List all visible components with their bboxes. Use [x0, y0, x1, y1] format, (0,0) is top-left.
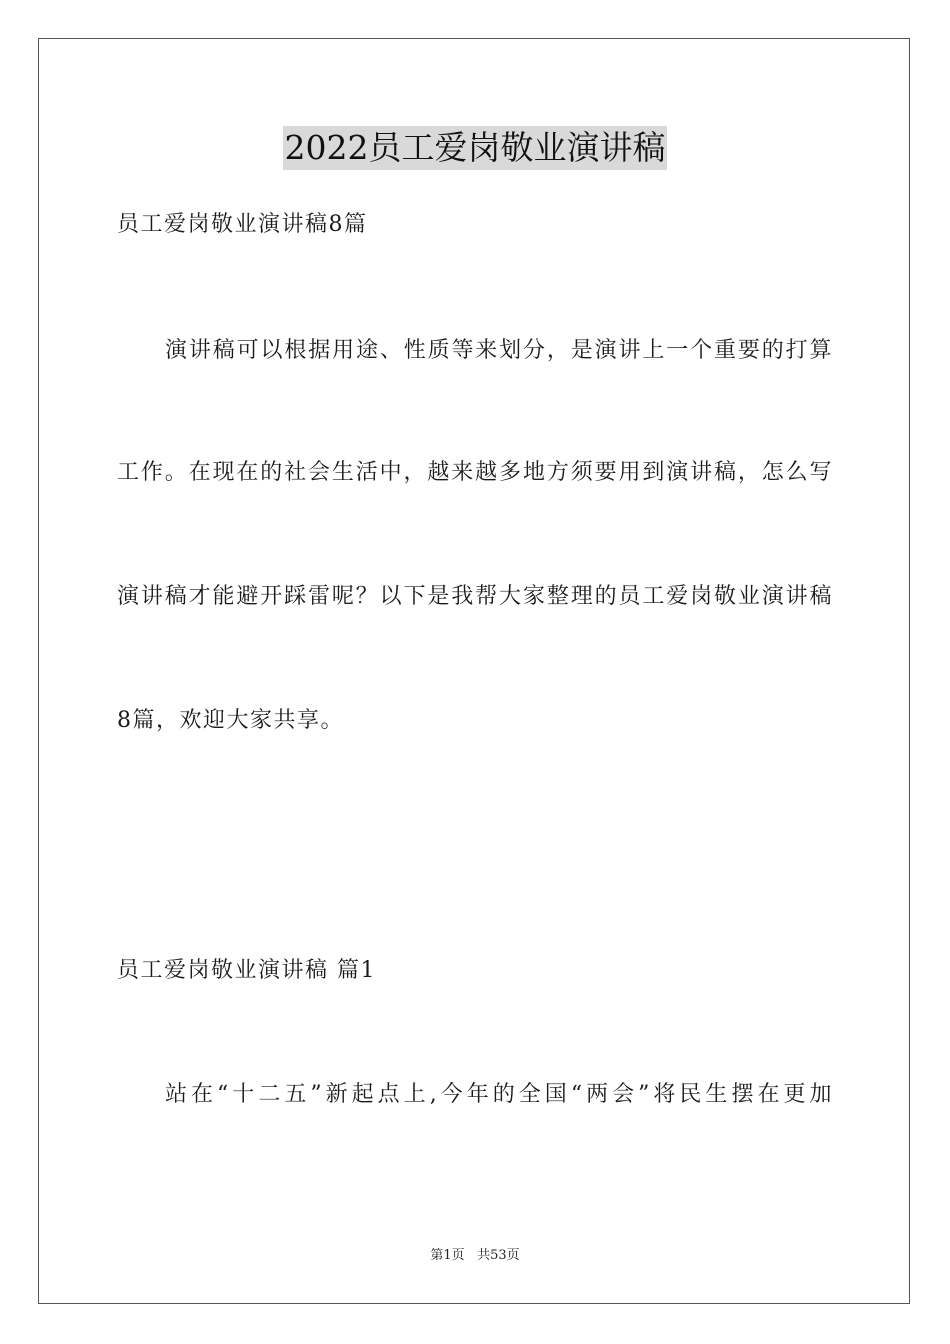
page-number: 第1页	[430, 1248, 465, 1263]
page-footer	[0, 1247, 950, 1265]
paragraph-line-2: 工作。在现在的社会生活中，越来越多地方须要用到演讲稿，怎么写	[117, 460, 833, 485]
paragraph-line-5: 站在“十二五”新起点上,今年的全国“两会”将民生摆在更加	[165, 1082, 833, 1107]
paragraph-line-4: 8篇，欢迎大家共享。	[117, 708, 344, 733]
document-title: 2022员工爱岗敬业演讲稿	[283, 126, 668, 170]
paragraph-line-3: 演讲稿才能避开踩雷呢？以下是我帮大家整理的员工爱岗敬业演讲稿	[117, 584, 833, 609]
section-heading: 员工爱岗敬业演讲稿 篇1	[117, 958, 376, 983]
subtitle-line: 员工爱岗敬业演讲稿8篇	[117, 212, 368, 237]
title-container	[0, 126, 950, 170]
page-total: 共53页	[477, 1248, 520, 1263]
paragraph-line-1: 演讲稿可以根据用途、性质等来划分，是演讲上一个重要的打算	[165, 338, 833, 363]
